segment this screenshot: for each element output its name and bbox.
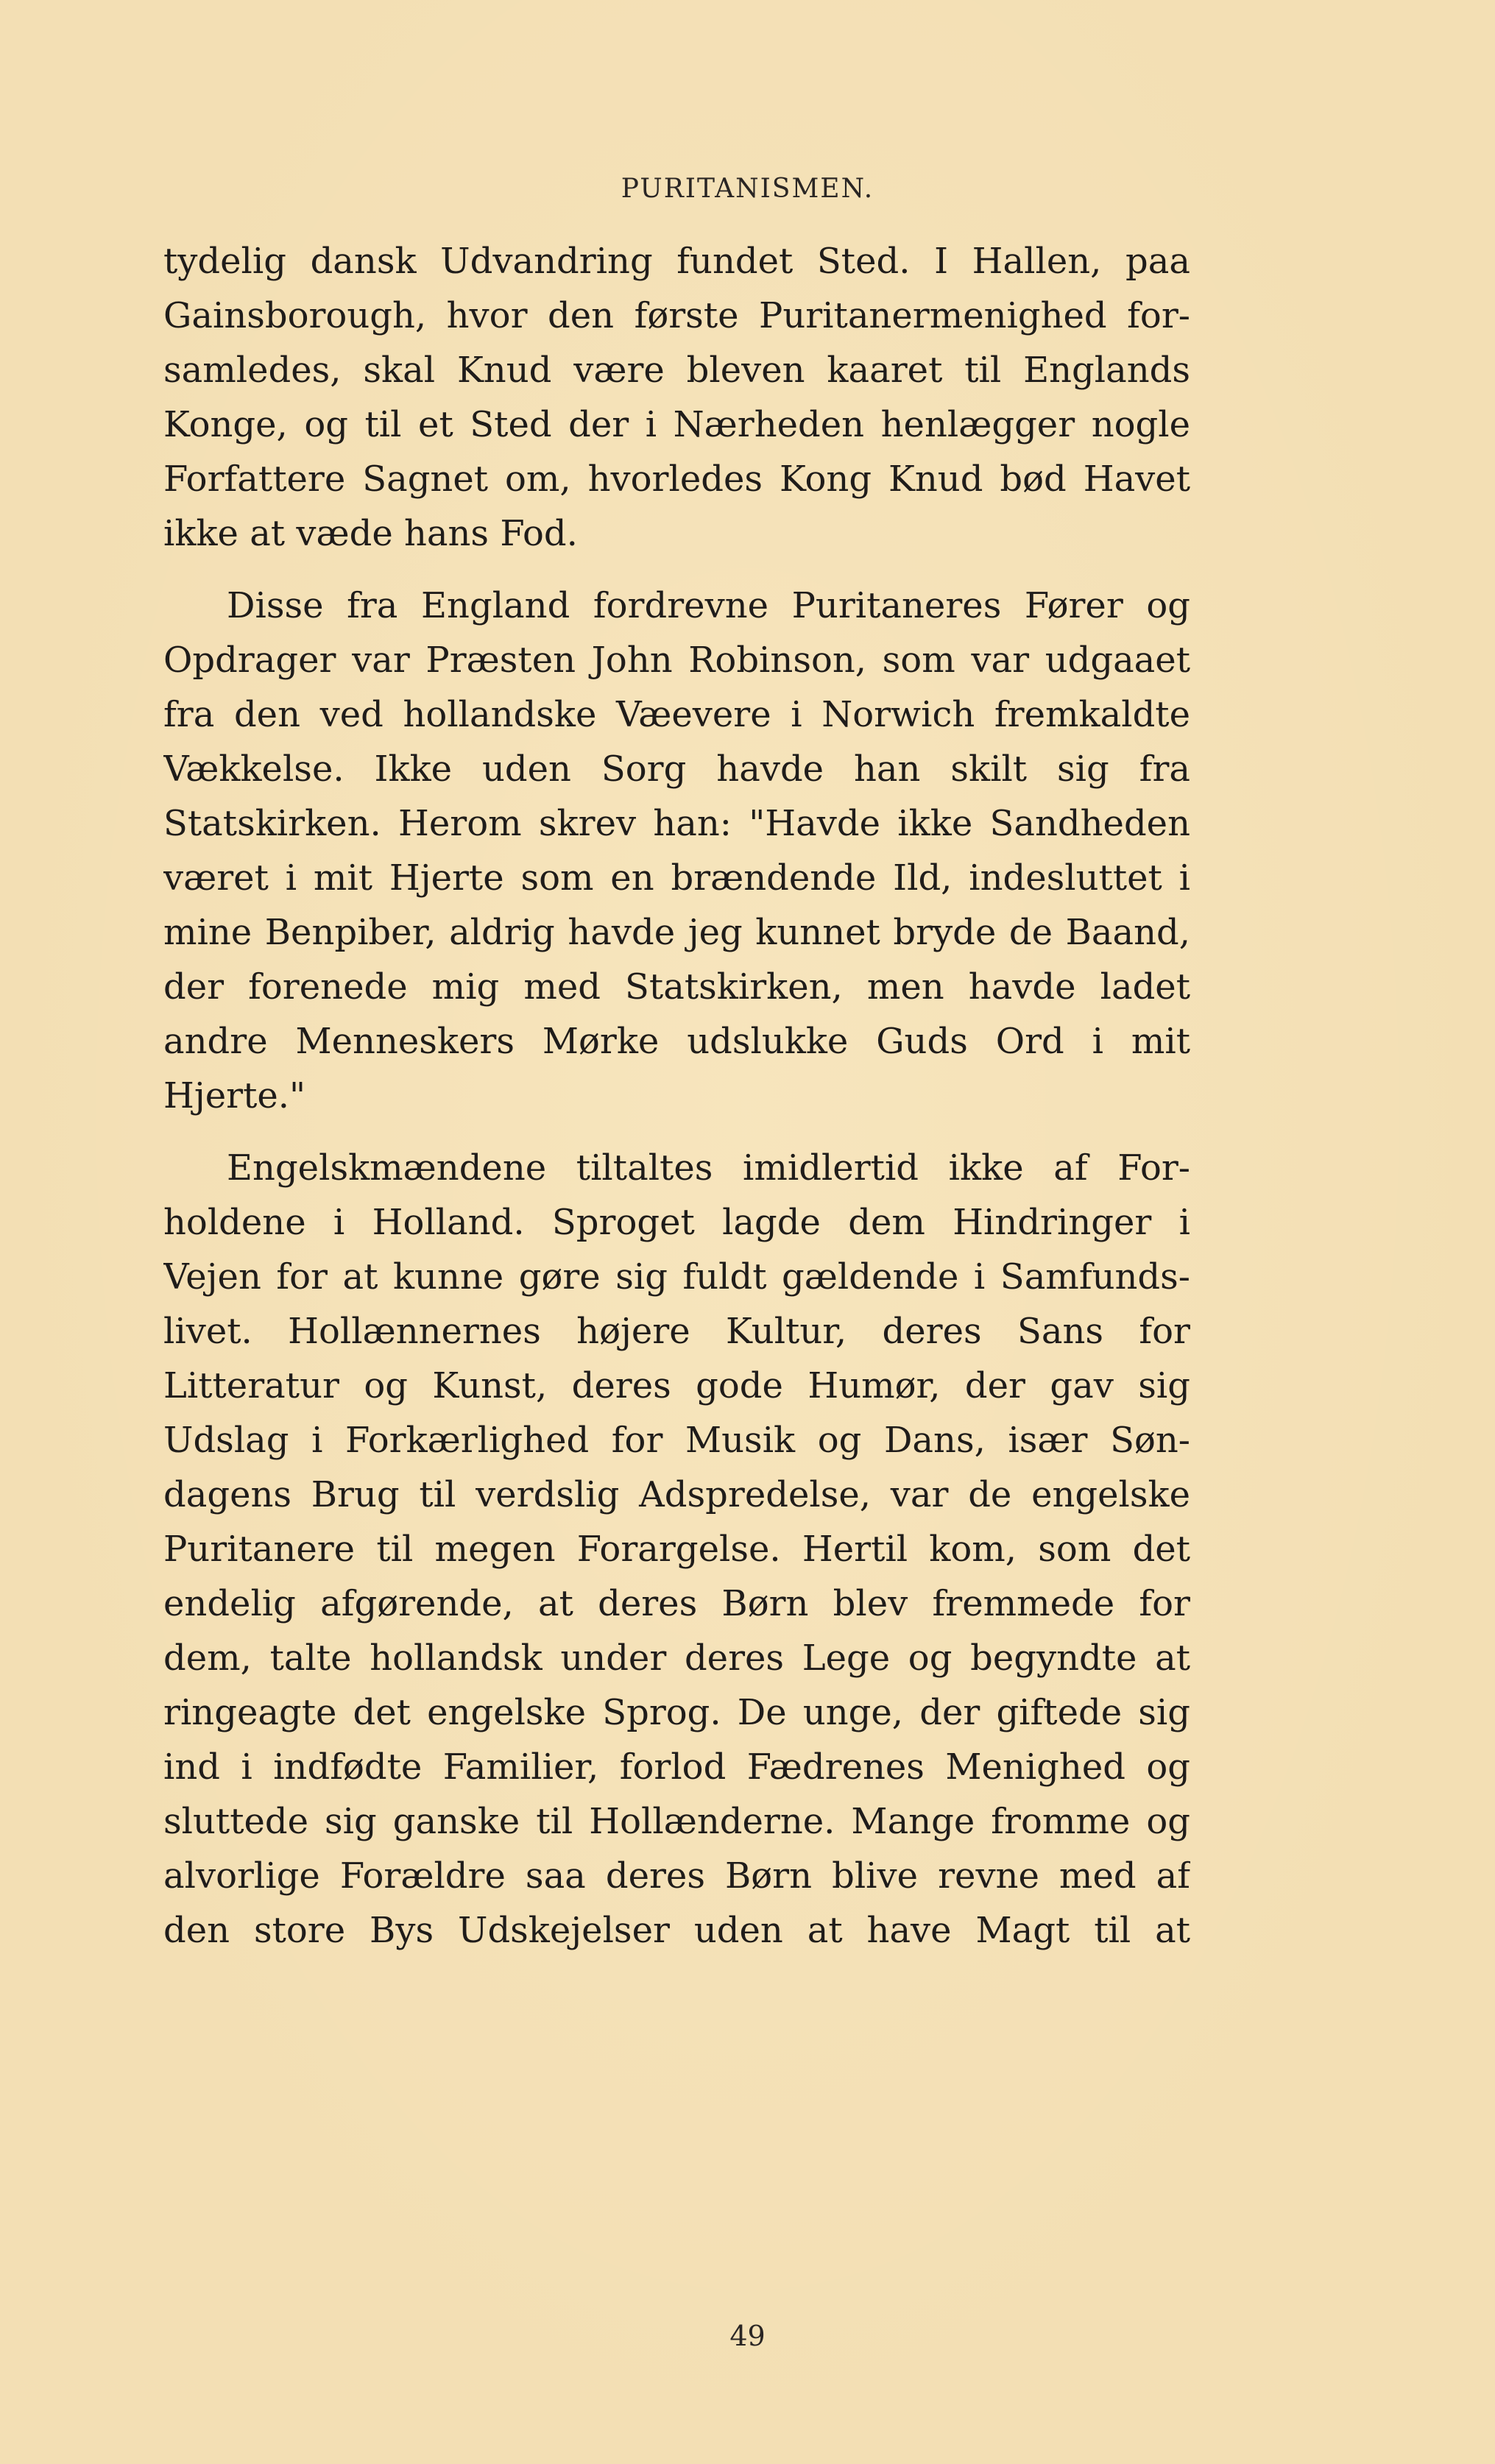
text-line: Udslag i Forkærlighed for Musik og Dans, især Søn- [163,1420,1190,1461]
text-line: dem, talte hollandsk under deres Lege og begyndte at [163,1638,1190,1679]
text-line: Puritanere til megen Forargelse. Hertil kom, som det [163,1529,1190,1570]
text-line: Engelskmændene tiltaltes imidlertid ikke af For- [227,1147,1190,1189]
text-line: sluttede sig ganske til Hollænderne. Mange fromme og [163,1801,1190,1842]
text-line: samledes, skal Knud være bleven kaaret til Englands [163,350,1190,391]
paragraph-gap [163,1123,1190,1141]
text-line: alvorlige Forældre saa deres Børn blive revne med af [163,1855,1190,1897]
text-line: dagens Brug til verdslig Adspredelse, var de engelske [163,1474,1190,1515]
running-title: PURITANISMEN. [621,174,874,204]
text-line: Vækkelse. Ikke uden Sorg havde han skilt sig fra [163,748,1190,790]
text-line: holdene i Holland. Sproget lagde dem Hindringer i [163,1202,1190,1243]
text-line: fra den ved hollandske Væevere i Norwich fremkaldte [163,694,1190,735]
paragraph [163,578,1190,1123]
body-text [163,234,1190,1958]
text-line: Hjerte." [163,1075,306,1116]
page-number: 49 [729,2320,766,2352]
text-line: Gainsborough, hvor den første Puritanermenighed for- [163,295,1190,336]
text-line: Opdrager var Præsten John Robinson, som var udgaaet [163,640,1190,681]
paragraph-gap [163,561,1190,578]
text-line: andre Menneskers Mørke udslukke Guds Ord i mit [163,1021,1190,1062]
text-line: der forenede mig med Statskirken, men havde ladet [163,966,1190,1008]
text-line: livet. Hollænnernes højere Kultur, deres Sans for [163,1311,1190,1352]
text-line: Litteratur og Kunst, deres gode Humør, der gav sig [163,1365,1190,1406]
text-line: tydelig dansk Udvandring fundet Sted. I Hallen, paa [163,241,1190,282]
text-line: Konge, og til et Sted der i Nærheden henlægger nogle [163,404,1190,445]
text-line: Vejen for at kunne gøre sig fuldt gældende i Samfunds- [163,1256,1190,1298]
text-line: været i mit Hjerte som en brændende Ild, indesluttet i [163,857,1190,899]
text-line: Disse fra England fordrevne Puritaneres Fører og [227,585,1190,626]
text-line: ind i indfødte Familier, forlod Fædrenes Menighed og [163,1746,1190,1788]
paragraph [163,234,1190,561]
text-line: Statskirken. Herom skrev han: "Havde ikke Sandheden [163,803,1190,844]
text-line: Forfattere Sagnet om, hvorledes Kong Knud bød Havet [163,459,1190,500]
text-line: ikke at væde hans Fod. [163,513,578,554]
paragraph [163,1141,1190,1958]
text-line: den store Bys Udskejelser uden at have Magt til at [163,1910,1190,1951]
text-line: ringeagte det engelske Sprog. De unge, der giftede sig [163,1692,1190,1733]
text-line: mine Benpiber, aldrig havde jeg kunnet bryde de Baand, [163,912,1190,953]
text-line: endelig afgørende, at deres Børn blev fremmede for [163,1583,1190,1624]
